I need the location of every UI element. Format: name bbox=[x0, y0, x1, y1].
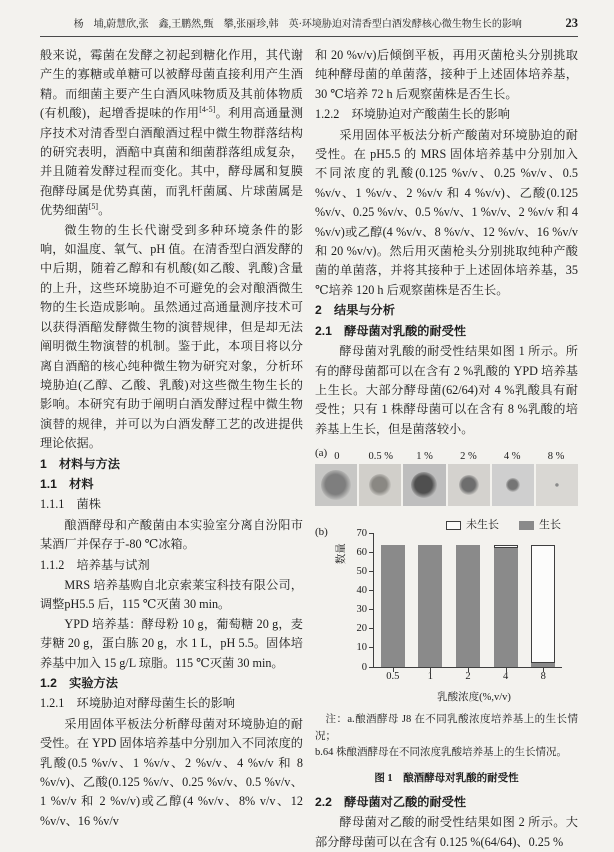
panel-b-chart bbox=[315, 516, 578, 708]
y-tick-label: 60 bbox=[356, 546, 367, 558]
paragraph-strains: 酿酒酵母和产酸菌由本实验室分离自汾阳市某酒厂并保存于-80 ℃冰箱。 bbox=[40, 517, 303, 552]
y-tick-label: 40 bbox=[356, 585, 367, 597]
heading-2-2-acetic-tolerance: 2.2 酵母菌对乙酸的耐受性 bbox=[315, 795, 467, 810]
bar-segment-not-grown bbox=[531, 545, 555, 664]
column-left bbox=[40, 46, 303, 852]
paragraph-mrs-medium: MRS 培养基购自北京索莱宝科技有限公司，调整pH5.5 后，115 ℃灭菌 30 min。 bbox=[40, 577, 303, 612]
concentration-label: 8 % bbox=[547, 451, 565, 463]
heading-1-2-methods: 1.2 实验方法 bbox=[40, 676, 118, 690]
colony-photo bbox=[492, 464, 534, 506]
x-tick-label: 4 bbox=[502, 670, 509, 682]
x-tick-label: 1 bbox=[427, 670, 434, 682]
colony-photo bbox=[359, 464, 401, 506]
y-tick-label: 50 bbox=[356, 565, 367, 577]
x-tick-label: 8 bbox=[540, 670, 546, 682]
paragraph-acetic-results: 酵母菌对乙酸的耐受性结果如图 2 所示。大部分酵母菌可以在含有 0.125 %(64/64)、0.25 % bbox=[315, 815, 578, 849]
citation-ref: [5] bbox=[88, 202, 99, 212]
bar-segment-grown bbox=[456, 545, 480, 668]
page-number: 23 bbox=[565, 16, 578, 30]
y-tick-label: 30 bbox=[356, 604, 367, 616]
figure-note-line1: 注：a.酿酒酵母 J8 在不同乳酸浓度培养基上的生长情况； bbox=[315, 714, 578, 742]
y-tick-label: 0 bbox=[361, 661, 367, 673]
paragraph-yeast-method-continued: 和 20 %v/v)后倾倒平板，再用灭菌枪头分别挑取纯种酵母菌的单菌落，接种于上述固体培养基，30 ℃培养 72 h 后观察菌株是否生长。 bbox=[315, 48, 578, 101]
heading-1-2-1-yeast-stress: 1.2.1 环境胁迫对酵母菌生长的影响 bbox=[40, 696, 235, 711]
concentration-label: 0 bbox=[334, 451, 340, 463]
y-tick-mark bbox=[369, 667, 374, 668]
heading-1-1-2-media: 1.1.2 培养基与试剂 bbox=[40, 557, 150, 572]
y-tick-mark bbox=[369, 552, 374, 553]
colony-spot bbox=[411, 472, 437, 498]
text-run: 。 bbox=[98, 203, 111, 218]
y-tick-mark bbox=[369, 590, 374, 591]
colony-tiles bbox=[315, 464, 578, 506]
legend-swatch bbox=[519, 521, 534, 530]
y-tick-mark bbox=[369, 571, 374, 572]
figure-caption: 图 1 酿酒酵母对乳酸的耐受性 bbox=[374, 772, 519, 784]
concentration-label: 4 % bbox=[503, 451, 521, 463]
colony-spot bbox=[321, 470, 351, 500]
heading-1-materials-methods: 1 材料与方法 bbox=[40, 456, 120, 471]
y-tick-mark bbox=[369, 533, 374, 534]
y-tick-label: 10 bbox=[356, 642, 367, 654]
column-right bbox=[315, 46, 578, 852]
colony-photo bbox=[403, 464, 445, 506]
panel-a-labels bbox=[315, 447, 578, 462]
paragraph-ypd-medium: YPD 培养基：酵母粉 10 g，葡萄糖 20 g，麦芽糖 20 g，蛋白胨 20 g，水 1 L，pH 5.5。固体培养基中加入 15 g/L 琼脂。115 ℃灭菌 30 min。 bbox=[40, 616, 303, 670]
colony-photo bbox=[536, 464, 578, 506]
running-header bbox=[40, 15, 578, 37]
heading-1-1-materials: 1.1 材料 bbox=[40, 476, 94, 491]
heading-1-1-1-strains: 1.1.1 菌株 bbox=[40, 497, 101, 512]
text-run: 。利用高通量测序技术对清香型白酒酿酒过程中微生物群落结构的研究表明，酒醅中真菌和细菌群落组成复杂，并且随着发酵过程而变化。其中，酵母属和复膜孢酵母属是优势真菌，而乳杆菌属、片球菌属是优势细菌 bbox=[40, 106, 304, 218]
colony-spot bbox=[506, 478, 520, 492]
legend-label: 生长 bbox=[539, 519, 561, 532]
concentration-label: 0.5 % bbox=[368, 451, 393, 463]
paragraph-motivation: 微生物的生长代谢受到多种环境条件的影响，如温度、氧气、pH 值。在清香型白酒发酵的中后期，随着乙醇和有机酸(如乙酸、乳酸)含量的上升，这些环境胁迫不可避免的会对酿酒微生物的生长造成影响。虽然通过高通量测序技术可以获得酒醅发酵微生物的演替规律，但是却无法阐明微生物演替的机制。鉴于此，本项目将以分离自酒醅的核心纯种微生物为研究对象，分析环境胁迫(乙醇、乙酸、乳酸)对这些微生物生长的影响。本研究有助于阐明白酒发酵过程中微生物演替的规律，并可以为白酒发酵工艺的改进提供理论依据。 bbox=[40, 222, 303, 451]
two-column-body bbox=[40, 46, 578, 852]
heading-2-1-lactic-tolerance: 2.1 酵母菌对乳酸的耐受性 bbox=[315, 323, 467, 338]
paragraph-yeast-method: 采用固体平板法分析酵母菌对环境胁迫的耐受性。在 YPD 固体培养基中分别加入不同浓度的乳酸(0.5 %v/v、1 %v/v、2 %v/v、4 %v/v 和 8 %v/v)、乙酸(0.125 %v/v、0.25 %v/v、0.5 %v/v、1 %v/v 和 2 %v/v)或乙醇(4 %v/v、8% v/v、12 %v/v、16 %v/v bbox=[40, 716, 303, 828]
y-tick-mark bbox=[369, 609, 374, 610]
bar-segment-grown bbox=[418, 545, 442, 668]
colony-spot bbox=[459, 475, 479, 495]
bar-segment-grown bbox=[494, 548, 518, 667]
concentration-label: 1 % bbox=[416, 451, 433, 463]
paragraph-lactic-results: 酵母菌对乳酸的耐受性结果如图 1 所示。所有的酵母菌都可以在含有 2 %乳酸的 YPD 培养基上生长。大部分酵母菌(62/64)对 4 %乳酸具有耐受性；只有 1 株酵母菌可以在含有 8 %乳酸的培养基上生长，但是菌落较小。 bbox=[315, 344, 578, 436]
y-tick-mark bbox=[369, 647, 374, 648]
figure-note-line2: b.64 株酿酒酵母在不同浓度乳酸培养基上的生长情况。 bbox=[315, 747, 567, 759]
bar-segment-grown bbox=[381, 545, 405, 668]
colony-photo bbox=[448, 464, 490, 506]
paragraph-intro-continued bbox=[40, 46, 303, 221]
colony-spot bbox=[555, 483, 559, 487]
bar-segment-not-grown bbox=[494, 545, 518, 549]
colony-spot bbox=[369, 474, 391, 496]
heading-1-2-2-acid-bacteria-stress: 1.2.2 环境胁迫对产酸菌生长的影响 bbox=[315, 107, 510, 122]
figure-1 bbox=[315, 447, 578, 788]
bar-plot bbox=[356, 527, 562, 682]
y-axis-label: 数量 bbox=[335, 543, 347, 565]
y-tick-label: 70 bbox=[356, 527, 367, 539]
colony-photo bbox=[315, 464, 357, 506]
figure-note bbox=[315, 712, 578, 762]
text-run: 般来说，霉菌在发酵之初起到糖化作用，其代谢产生的寡糖或单糖可以被酵母菌直接利用产生酒精。而细菌主要产生白酒风味物质及其前体物质(有机酸)，起增香提味的作用 bbox=[40, 48, 303, 121]
legend-label: 未生长 bbox=[466, 519, 499, 532]
concentration-label: 2 % bbox=[460, 451, 477, 463]
x-axis-label: 乳酸浓度(%,v/v) bbox=[437, 692, 511, 704]
running-head-text: 杨 埔,蔚慧欣,张 鑫,王鹏然,甄 攀,张丽珍,韩 英·环境胁迫对清香型白酒发酵核心微生物生长的影响 bbox=[73, 19, 522, 30]
panel-b-tag: (b) bbox=[315, 526, 328, 539]
legend-swatch bbox=[446, 521, 461, 530]
citation-ref: [4-5] bbox=[199, 105, 216, 115]
y-tick-mark bbox=[369, 628, 374, 629]
x-tick-label: 2 bbox=[465, 670, 471, 682]
panel-a-tag: (a) bbox=[315, 447, 328, 460]
x-tick-label: 0.5 bbox=[386, 670, 400, 682]
heading-2-results: 2 结果与分析 bbox=[315, 303, 395, 318]
y-tick-label: 20 bbox=[356, 623, 367, 635]
paragraph-acid-bacteria-method: 采用固体平板法分析产酸菌对环境胁迫的耐受性。在 pH5.5 的 MRS 固体培养基中分别加入不同浓度的乳酸(0.125 %v/v、0.25 %v/v、0.5 %v/v、1 %v/v、2 %v/v 和 4 %v/v)、乙酸(0.125 %v/v、0.25 %v/v、0.5 %v/v、1 %v/v、2 %v/v 和 4 %v/v)或乙醇(4 %v/v、8 %v/v、12 %v/v、16 %v/v 和 20 %v/v)。然后用灭菌枪头分别挑取纯种产酸菌的单菌落，并将其接种于上述固体培养基，35 ℃培养 120 h 后观察菌株是否生长。 bbox=[315, 127, 578, 297]
